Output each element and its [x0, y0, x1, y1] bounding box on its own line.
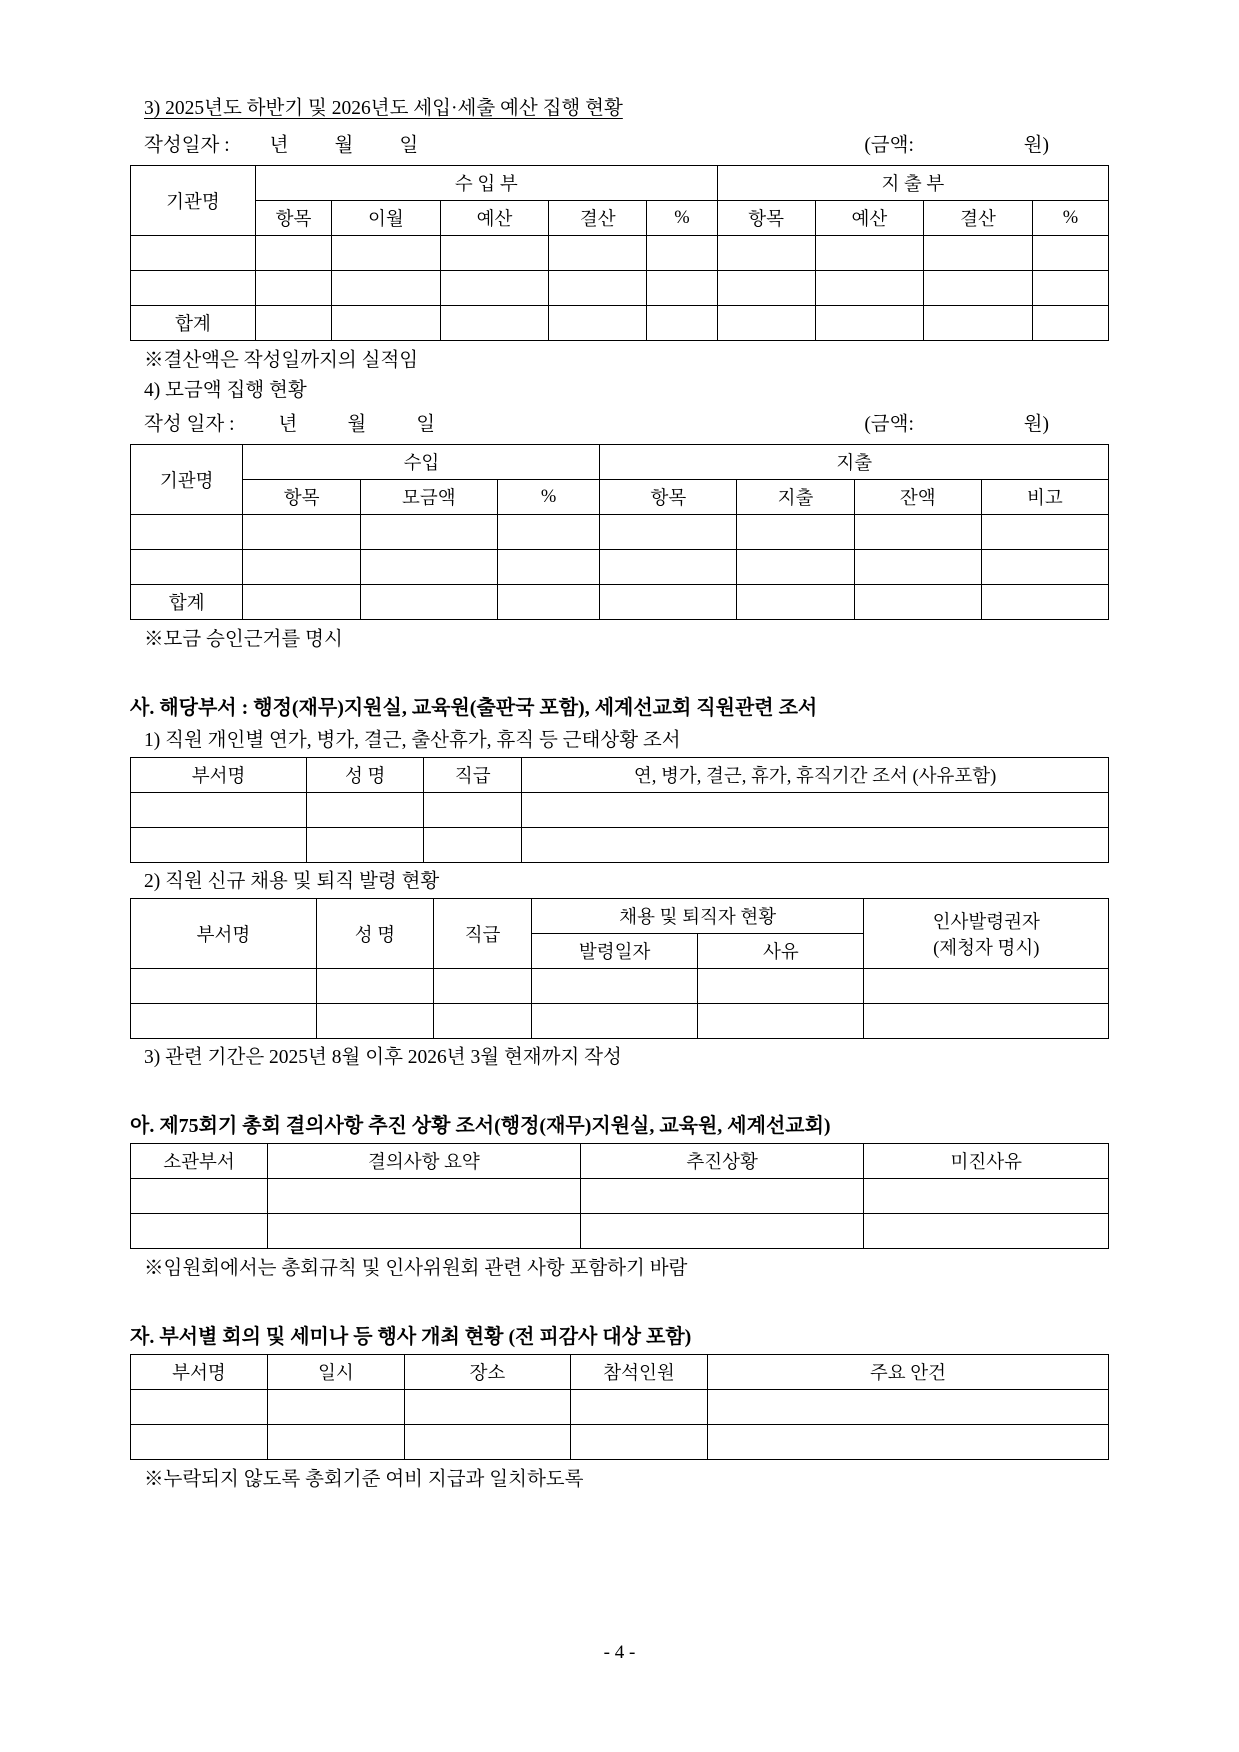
total-label: 합계 — [131, 306, 256, 341]
col-income-percent: % — [497, 480, 600, 515]
section3-date-line — [130, 129, 1109, 157]
section3-heading-text: 3) 2025년도 하반기 및 2026년도 세입·세출 예산 집행 현황 — [144, 98, 623, 119]
col-income-amount: 모금액 — [360, 480, 497, 515]
table-header-row — [131, 899, 1109, 934]
meeting-seminar-table — [130, 1354, 1109, 1460]
table-total-row[interactable] — [131, 585, 1109, 620]
col-reason: 사유 — [698, 934, 864, 969]
table-row[interactable] — [131, 1179, 1109, 1214]
section-sa-item1-heading: 1) 직원 개인별 연가, 병가, 결근, 출산휴가, 휴직 등 근태상황 조서 — [144, 730, 681, 752]
table-header-row — [131, 758, 1109, 793]
page-number: - 4 - — [603, 1642, 636, 1663]
budget-execution-table — [130, 165, 1109, 341]
fundraising-execution-table — [130, 444, 1109, 620]
table-row[interactable] — [131, 969, 1109, 1004]
col-department: 부서명 — [131, 899, 317, 969]
col-authority-line2: (제청자 명시) — [933, 938, 1040, 959]
col-org: 기관명 — [131, 445, 243, 515]
col-expense-item: 항목 — [717, 201, 815, 236]
table-row[interactable] — [131, 271, 1109, 306]
group-expense: 지 출 부 — [717, 166, 1108, 201]
table-header-row — [131, 1144, 1109, 1179]
table-header-row — [131, 1355, 1109, 1390]
col-datetime: 일시 — [267, 1355, 404, 1390]
col-rank: 직급 — [424, 758, 522, 793]
section-ja-note: ※누락되지 않도록 총회기준 여비 지급과 일치하도록 — [144, 1469, 584, 1491]
section-sa-item2-heading: 2) 직원 신규 채용 및 퇴직 발령 현황 — [144, 871, 440, 893]
section3-year: 년 — [269, 135, 289, 157]
table-header-row — [131, 166, 1109, 201]
section4-amount-unit: 원) — [1023, 414, 1049, 436]
col-rank: 직급 — [434, 899, 532, 969]
attendance-status-table — [130, 757, 1109, 863]
col-expense-amount: 지출 — [737, 480, 854, 515]
col-expense-budget: 예산 — [815, 201, 924, 236]
section-sa-item3: 3) 관련 기간은 2025년 8월 이후 2026년 3월 현재까지 작성 — [144, 1047, 622, 1069]
table-row[interactable] — [131, 1425, 1109, 1460]
section4-day: 일 — [416, 414, 436, 436]
col-income-settlement: 결산 — [549, 201, 647, 236]
group-income: 수입 — [243, 445, 600, 480]
table-total-row[interactable] — [131, 306, 1109, 341]
section4-amount-label: (금액: — [864, 414, 914, 436]
table-row[interactable] — [131, 828, 1109, 863]
table-row[interactable] — [131, 1004, 1109, 1039]
col-progress: 추진상황 — [580, 1144, 864, 1179]
col-income-carryover: 이월 — [332, 201, 441, 236]
col-income-item: 항목 — [243, 480, 360, 515]
table-row[interactable] — [131, 550, 1109, 585]
section3-month: 월 — [334, 135, 354, 157]
group-hire-retire: 채용 및 퇴직자 현황 — [531, 899, 864, 934]
table-row[interactable] — [131, 236, 1109, 271]
col-expense-item: 항목 — [600, 480, 737, 515]
group-expense: 지출 — [600, 445, 1109, 480]
col-attendees: 참석인원 — [571, 1355, 708, 1390]
section4-date-line — [130, 408, 1109, 436]
col-order-date: 발령일자 — [531, 934, 697, 969]
section-a-note: ※임원회에서는 총회규칙 및 인사위원회 관련 사항 포함하기 바람 — [144, 1258, 688, 1280]
section4-month: 월 — [347, 414, 367, 436]
table-header-row — [131, 445, 1109, 480]
col-delay-reason: 미진사유 — [864, 1144, 1109, 1179]
section3-note: ※결산액은 작성일까지의 실적임 — [144, 350, 419, 372]
col-location: 장소 — [404, 1355, 570, 1390]
section4-note: ※모금 승인근거를 명시 — [144, 629, 343, 651]
section4-heading: 4) 모금액 집행 현황 — [144, 380, 307, 402]
col-org: 기관명 — [131, 166, 256, 236]
section3-amount-unit: 원) — [1023, 135, 1049, 157]
col-expense-balance: 잔액 — [854, 480, 981, 515]
group-income: 수 입 부 — [255, 166, 717, 201]
col-income-percent: % — [647, 201, 718, 236]
table-row[interactable] — [131, 793, 1109, 828]
col-department: 부서명 — [131, 1355, 268, 1390]
resolution-progress-table — [130, 1143, 1109, 1249]
col-authority-line1: 인사발령권자 — [932, 912, 1040, 933]
table-subheader-row — [131, 480, 1109, 515]
total-label: 합계 — [131, 585, 243, 620]
col-responsible-dept: 소관부서 — [131, 1144, 268, 1179]
col-expense-settlement: 결산 — [924, 201, 1033, 236]
col-resolution-summary: 결의사항 요약 — [267, 1144, 580, 1179]
col-income-budget: 예산 — [440, 201, 549, 236]
table-row[interactable] — [131, 1214, 1109, 1249]
table-subheader-row — [131, 201, 1109, 236]
section4-year: 년 — [278, 414, 298, 436]
col-name: 성 명 — [316, 899, 433, 969]
section-a-title: 아. 제75회기 총회 결의사항 추진 상황 조서(행정(재무)지원실, 교육원, 세계선교회) — [130, 1115, 831, 1138]
col-department: 부서명 — [131, 758, 307, 793]
table-row[interactable] — [131, 515, 1109, 550]
col-expense-percent: % — [1032, 201, 1108, 236]
col-leave-details: 연, 병가, 결근, 휴가, 휴직기간 조서 (사유포함) — [522, 758, 1109, 793]
section3-amount-label: (금액: — [864, 135, 914, 157]
section-sa-title: 사. 해당부서 : 행정(재무)지원실, 교육원(출판국 포함), 세계선교회 직원관련 조서 — [130, 697, 818, 720]
table-row[interactable] — [131, 1390, 1109, 1425]
section3-day: 일 — [399, 135, 419, 157]
col-name: 성 명 — [307, 758, 424, 793]
section3-amount — [864, 129, 1109, 157]
section3-date-label: 작성일자 : — [144, 135, 230, 157]
section3-heading — [130, 95, 1109, 123]
col-income-item: 항목 — [255, 201, 331, 236]
section-ja-title: 자. 부서별 회의 및 세미나 등 행사 개최 현황 (전 피감사 대상 포함) — [130, 1326, 692, 1349]
hire-retire-table — [130, 898, 1109, 1039]
col-authority — [864, 899, 1109, 969]
col-expense-remark: 비고 — [981, 480, 1108, 515]
col-main-agenda: 주요 안건 — [707, 1355, 1108, 1390]
section4-date-label: 작성 일자 : — [144, 414, 235, 436]
section4-amount — [864, 408, 1109, 436]
